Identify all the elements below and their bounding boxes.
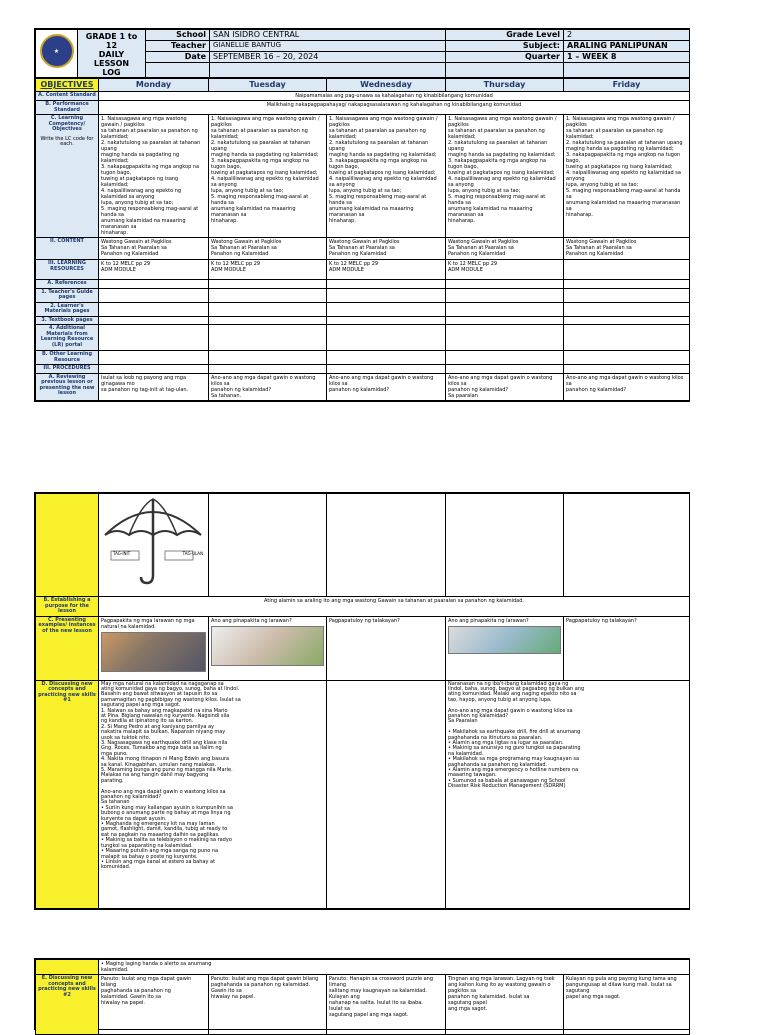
textbook-label: 3. Textbook pages: [36, 316, 99, 325]
teacher-value: GIANELLIE BANTUG: [210, 41, 446, 52]
grade-level-value: 2: [564, 30, 690, 41]
competency-friday: 1. Naisasagawa ang mga wastong gawain / pagkilos sa tahanan at paaralan sa panahon ng kalamidad; 2. nakatutulong sa paaralan at tahanan upang maging handa sa pagdating ng kalamidad; 3. nakapagpapakita ng mga angkop na tugon bago, tuwing at pagkatapos ng isang kalamidad; 4. naipaliliwanag ang epekto ng kalamidad sa anyong lupa, anyong tubig at sa tao; 5. maging responsableng mag-aaral at handa sa anumang kalamidad na maaaring maranasan sa hinaharap.: [564, 115, 690, 238]
discuss2-friday: Kulayan ng pula ang payong kung tama ang pangungusap at dilaw kung mali. Isulat sa sagutang papel ang mga sagot.: [564, 975, 690, 1035]
resources-label: III. LEARNING RESOURCES: [36, 260, 99, 280]
content-monday: Wastong Gawain at Pagkilos Sa Tahanan at Paaralan sa Panahon ng Kalamidad: [99, 238, 209, 260]
examples-wednesday: Pagpapatuloy ng talakayan?: [327, 616, 446, 680]
umbrella-icon: [101, 495, 205, 587]
examples-thursday: [446, 616, 564, 680]
content-friday: Wastong Gawain at Pagkilos Sa Tahanan at Paaralan sa Panahon ng Kalamidad: [564, 238, 690, 260]
deped-seal: [36, 30, 78, 78]
subject-value: ARALING PANLIPUNAN: [564, 41, 690, 52]
grade-title: GRADE 1 to 12 DAILY LESSON LOG: [78, 30, 146, 78]
teachers-guide-label: 1. Teacher's Guide pages: [36, 288, 99, 302]
umbrella-label-left: TAG-INIT: [113, 551, 131, 556]
top-note: • Maging laging handa o alerto sa anumang kalamidad.: [99, 960, 690, 975]
resources-monday: K to 12 MELC pp 29 ADM MODULE: [99, 260, 209, 280]
performance-standard-text: Malikhaing nakapagpapahayag/ nakapagsasalarawan ng kahalagahan ng kinabibilangang komunidad: [99, 101, 690, 115]
quarter-value: 1 – WEEK 8: [564, 52, 690, 63]
examples-thursday-text: Ano ang pinapakita ng larawan?: [448, 617, 529, 624]
competency-wednesday: 1. Naisasagawa ang mga wastong gawain / pagkilos sa tahanan at paaralan sa panahon ng kalamidad; 2. nakatutulong sa paaralan at tahanan upang maging handa sa pagdating ng kalamidad; 3. nakapagpapakita ng mga angkop na tugon bago, tuwing at pagkatapos ng isang kalamidad; 4. naipaliliwanag ang epekto ng kalamidad sa anyong lupa, anyong tubig at sa tao; 5. maging responsableng mag-aaral at handa sa anumang kalamidad na maaaring maranasan sa hinaharap.: [327, 115, 446, 238]
relief-goods-photo: [448, 626, 561, 654]
discuss-label: D. Discussing new concepts and practicing new skills #1: [36, 680, 99, 908]
umbrella-label-right: TAG-ULAN: [182, 551, 203, 556]
competency-thursday: 1. Naisasagawa ang mga wastong gawain / pagkilos sa tahanan at paaralan sa panahon ng kalamidad; 2. nakatutulong sa paaralan at tahanan upang maging handa sa pagdating ng kalamidad; 3. nakapagpapakita ng mga angkop na tugon bago, tuwing at pagkatapos ng isang kalamidad; 4. naipaliliwanag ang epekto ng kalamidad sa anyong lupa, anyong tubig at sa tao; 5. maging responsableng mag-aaral at handa sa anumang kalamidad na maaaring maranasan sa hinaharap.: [446, 115, 564, 238]
content-label: II. CONTENT: [36, 238, 99, 260]
resources-thursday: K to 12 MELC pp 29 ADM MODULE: [446, 260, 564, 280]
resources-wednesday: K to 12 MELC pp 29 ADM MODULE: [327, 260, 446, 280]
purpose-label: B. Establishing a purpose for the lesson: [36, 597, 99, 617]
competency-label: C. Learning Competency/ Objectives: [48, 115, 86, 132]
grade-level-label: Grade Level: [446, 30, 564, 41]
examples-monday-text: Pagpapakita ng mga larawan ng mga natural na kalamidad.: [101, 617, 195, 630]
discuss-thursday: Naranasan na ng iba't-ibang kalamidad gaya ng lindol, baha, sunog, bagyo at pagsabog ng bulkan ang ating komunidad. Malaki ang naging epekto nito sa tao, hayop, anyong tubig at anyong lupa. Ano-ano ang mga dapat gawin o wastong kilos sa panahon ng kalamidad? Sa Paaralan • Makilahok sa earthquake drill, fire drill at anumang paghahanda na itinuturo sa paaralan. • Alamin ang mga ligtas na lugar sa paaralan. • Makinig sa anunsiyo ng guro tungkol sa paparating na kalamidad. • Makilahok sa mga programang may kaugnayan sa paghahanda sa panahon ng kalamidad. • Alamin ang mga emergency o hotline numbers na maaaring tawagan. • Sumunod sa babala at panawagan ng School Disaster Risk Reduction Management (SDRRM): [446, 680, 690, 908]
additional-materials-label: 4. Additional Materials from Learning Resource (LR) portal: [36, 325, 99, 351]
examples-tuesday: [209, 616, 327, 680]
deped-logo-icon: ★: [40, 34, 74, 68]
date-label: Date: [146, 52, 210, 63]
review-friday: Ano-ano ang mga dapat gawin o wastong kilos sa panahon ng kalamidad?: [564, 373, 690, 400]
competency-note: Write the LC code for each.: [40, 135, 94, 147]
lesson-table: [35, 78, 690, 401]
resources-tuesday: K to 12 MELC pp 29 ADM MODULE: [209, 260, 327, 280]
review-thursday: Ano-ano ang mga dapat gawin o wastong kilos sa panahon ng kalamidad? Sa paaralan: [446, 373, 564, 400]
content-thursday: Wastong Gawain at Pagkilos Sa Tahanan at Paaralan sa Panahon ng Kalamidad: [446, 238, 564, 260]
date-value: SEPTEMBER 16 – 20, 2024: [210, 52, 446, 63]
lesson-log-page-1: [34, 28, 690, 402]
competency-tuesday: 1. Naisasagawa ang mga wastong gawain / pagkilos sa tahanan at paaralan sa panahon ng kalamidad; 2. nakatutulong sa paaralan at tahanan upang maging handa sa pagdating ng kalamidad; 3. nakapagpapakita ng mga angkop na tugon bago, tuwing at pagkatapos ng isang kalamidad; 4. naipaliliwanag ang epekto ng kalamidad sa anyong lupa, anyong tubig at sa tao; 5. maging responsableng mag-aaral at handa sa anumang kalamidad na maaaring maranasan sa hinaharap.: [209, 115, 327, 238]
preparedness-illustration: [211, 626, 324, 666]
performance-standard-label: B. Performance Standard: [36, 101, 99, 115]
lesson-log-page-3: [34, 958, 690, 1030]
review-monday: Isulat sa loob ng payong ang mga ginagawa mo sa panahon ng tag-init at tag-ulan.: [99, 373, 209, 400]
discuss2-tuesday: Panuto: Isulat ang mga dapat gawin bilang paghahanda sa panahon ng kalamidad. Gawin ito sa hiwalay na papel.: [209, 975, 327, 1035]
day-tuesday: Tuesday: [209, 79, 327, 92]
discuss2-label: E. Discussing new concepts and practicing new skills #2: [36, 975, 99, 1035]
discuss2-wednesday: Panuto: Hanapin sa crossword puzzle ang limang salitang may kaugnayan sa kalamidad. Kulayan ang nahanap na salita. Isulat ito sa ibaba. Isulat sa sagutang papel ang mga sagot.: [327, 975, 446, 1035]
purpose-text: Ating alamin sa araling ito ang mga wastong Gawain sa tahanan at paaralan sa panahon ng kalamidad.: [99, 597, 690, 617]
day-thursday: Thursday: [446, 79, 564, 92]
subject-label: Subject:: [446, 41, 564, 52]
lesson-log-page-2: [34, 492, 690, 910]
review-tuesday: Ano-ano ang mga dapat gawin o wastong kilos sa panahon ng kalamidad? Sa tahanan.: [209, 373, 327, 400]
content-tuesday: Wastong Gawain at Pagkilos Sa Tahanan at Paaralan sa Panahon ng Kalamidad: [209, 238, 327, 260]
discuss2-thursday: Tingnan ang mga larawan. Lagyan ng tsek ang kahon kung ito ay wastong gawain o pagkilos sa panahon ng kalamidad. Isulat sa sagutang papel ang mga sagot.: [446, 975, 564, 1035]
day-monday: Monday: [99, 79, 209, 92]
discuss-monday: May mga natural na kalamidad na nagaganap sa ating komunidad gaya ng bagyo, sunog, baha at lindol. Basahin ang bawat sitwasyon at tapusin ito sa pamamagitan ng pagbibigay ng wastong kilos. Isulat sa sagutang papel ang mga sagot. 1. Naiwan sa bahay ang magkapatid na sina Mario at Pina. Biglang nawalan ng kuryente. Nagsindi sila ng kandila at ipinatong ito sa karton. 2. Si Mang Pedro at ang kaniyang pamilya ay nakatira malapit sa bulkan. Napansin niyang may usok sa tuktok nito. 3. Nagsasagawa ng earthquake drill ang klase nila Gng. Roces. Tumakbo ang mga bata sa ilalim ng mga puno. 4. Nakita mong itinapon ni Mang Edwin ang basura sa kanal. Kinagabihan, umulan nang malakas. 5. Maraming bunga ang puno ng mangga nila Marie. Malakas na ang hangin dahil may bagyong parating. Ano-ano ang mga dapat gawin o wastong kilos sa panahon ng kalamidad? Sa tahanan • Suriin kung may kailangan ayusin o kumpunihin sa bubong o anumang parte ng bahay at mga linya ng kuryente na dapat ayusin. • Maghanda ng emergency kit na may laman gamot, flashlight, damit, kandila, tubig at ready to eat na pagkain na maaaring dalhin sa paglikas. • Makinig sa balita sa telebisyon o makinig sa radyo tungkol sa paparating na kalamidad. • Maaaring putulin ang mga sanga ng puno na malapit sa bahay o poste ng kuryente. • Linisin ang mga kanal at estero sa bahay at komunidad.: [99, 680, 327, 908]
quarter-label: Quarter: [446, 52, 564, 63]
examples-friday: Pagpapatuloy ng talakayan?: [564, 616, 690, 680]
umbrella-cell: [99, 494, 209, 597]
content-wednesday: Wastong Gawain at Pagkilos Sa Tahanan at Paaralan sa Panahon ng Kalamidad: [327, 238, 446, 260]
content-standard-label: A. Content Standard: [36, 92, 99, 101]
other-resource-label: B. Other Learning Resource: [36, 351, 99, 365]
learners-materials-label: 2. Learner's Materials pages: [36, 302, 99, 316]
header-table: [35, 29, 690, 78]
disaster-photo: [101, 632, 206, 672]
examples-label: C. Presenting examples/ instances of the new lesson: [36, 616, 99, 680]
review-label: A. Reviewing previous lesson or presenting the new lesson: [36, 373, 99, 400]
school-value: SAN ISIDRO CENTRAL: [210, 30, 446, 41]
school-label: School: [146, 30, 210, 41]
day-friday: Friday: [564, 79, 690, 92]
examples-monday: [99, 616, 209, 680]
content-standard-text: Naipamamalas ang pag-unawa sa kahalagahan ng kinabibilangang komunidad: [99, 92, 690, 101]
competency-monday: 1. Naisasagawa ang mga wastong gawain / pagkilos sa tahanan at paaralan sa panahon ng kalamidad; 2. nakatutulong sa paaralan at tahanan upang maging handa sa pagdating ng kalamidad; 3. nakapagpapakita ng mga angkop na tugon bago, tuwing at pagkatapos ng isang kalamidad; 4. naipaliliwanag ang epekto ng kalamidad sa anyong lupa, anyong tubig at sa tao; 5. maging responsableng mag-aaral at handa sa anumang kalamidad na maaaring maranasan sa hinaharap.: [99, 115, 209, 238]
review-wednesday: Ano-ano ang mga dapat gawin o wastong kilos sa panahon ng kalamidad?: [327, 373, 446, 400]
lesson-table-2: [35, 493, 690, 909]
teacher-label: Teacher: [146, 41, 210, 52]
references-label: A. References: [36, 280, 99, 289]
examples-tuesday-text: Ano ang pinapakita ng larawan?: [211, 617, 292, 624]
objectives-header: OBJECTIVES: [36, 79, 99, 92]
competency-label-cell: [36, 115, 99, 238]
procedures-label: III. PROCEDURES: [36, 365, 99, 374]
discuss2-monday: Panuto: Isulat ang mga dapat gawin bilang paghahanda sa panahon ng kalamidad. Gawin ito sa hiwalay na papel.: [99, 975, 209, 1035]
day-wednesday: Wednesday: [327, 79, 446, 92]
